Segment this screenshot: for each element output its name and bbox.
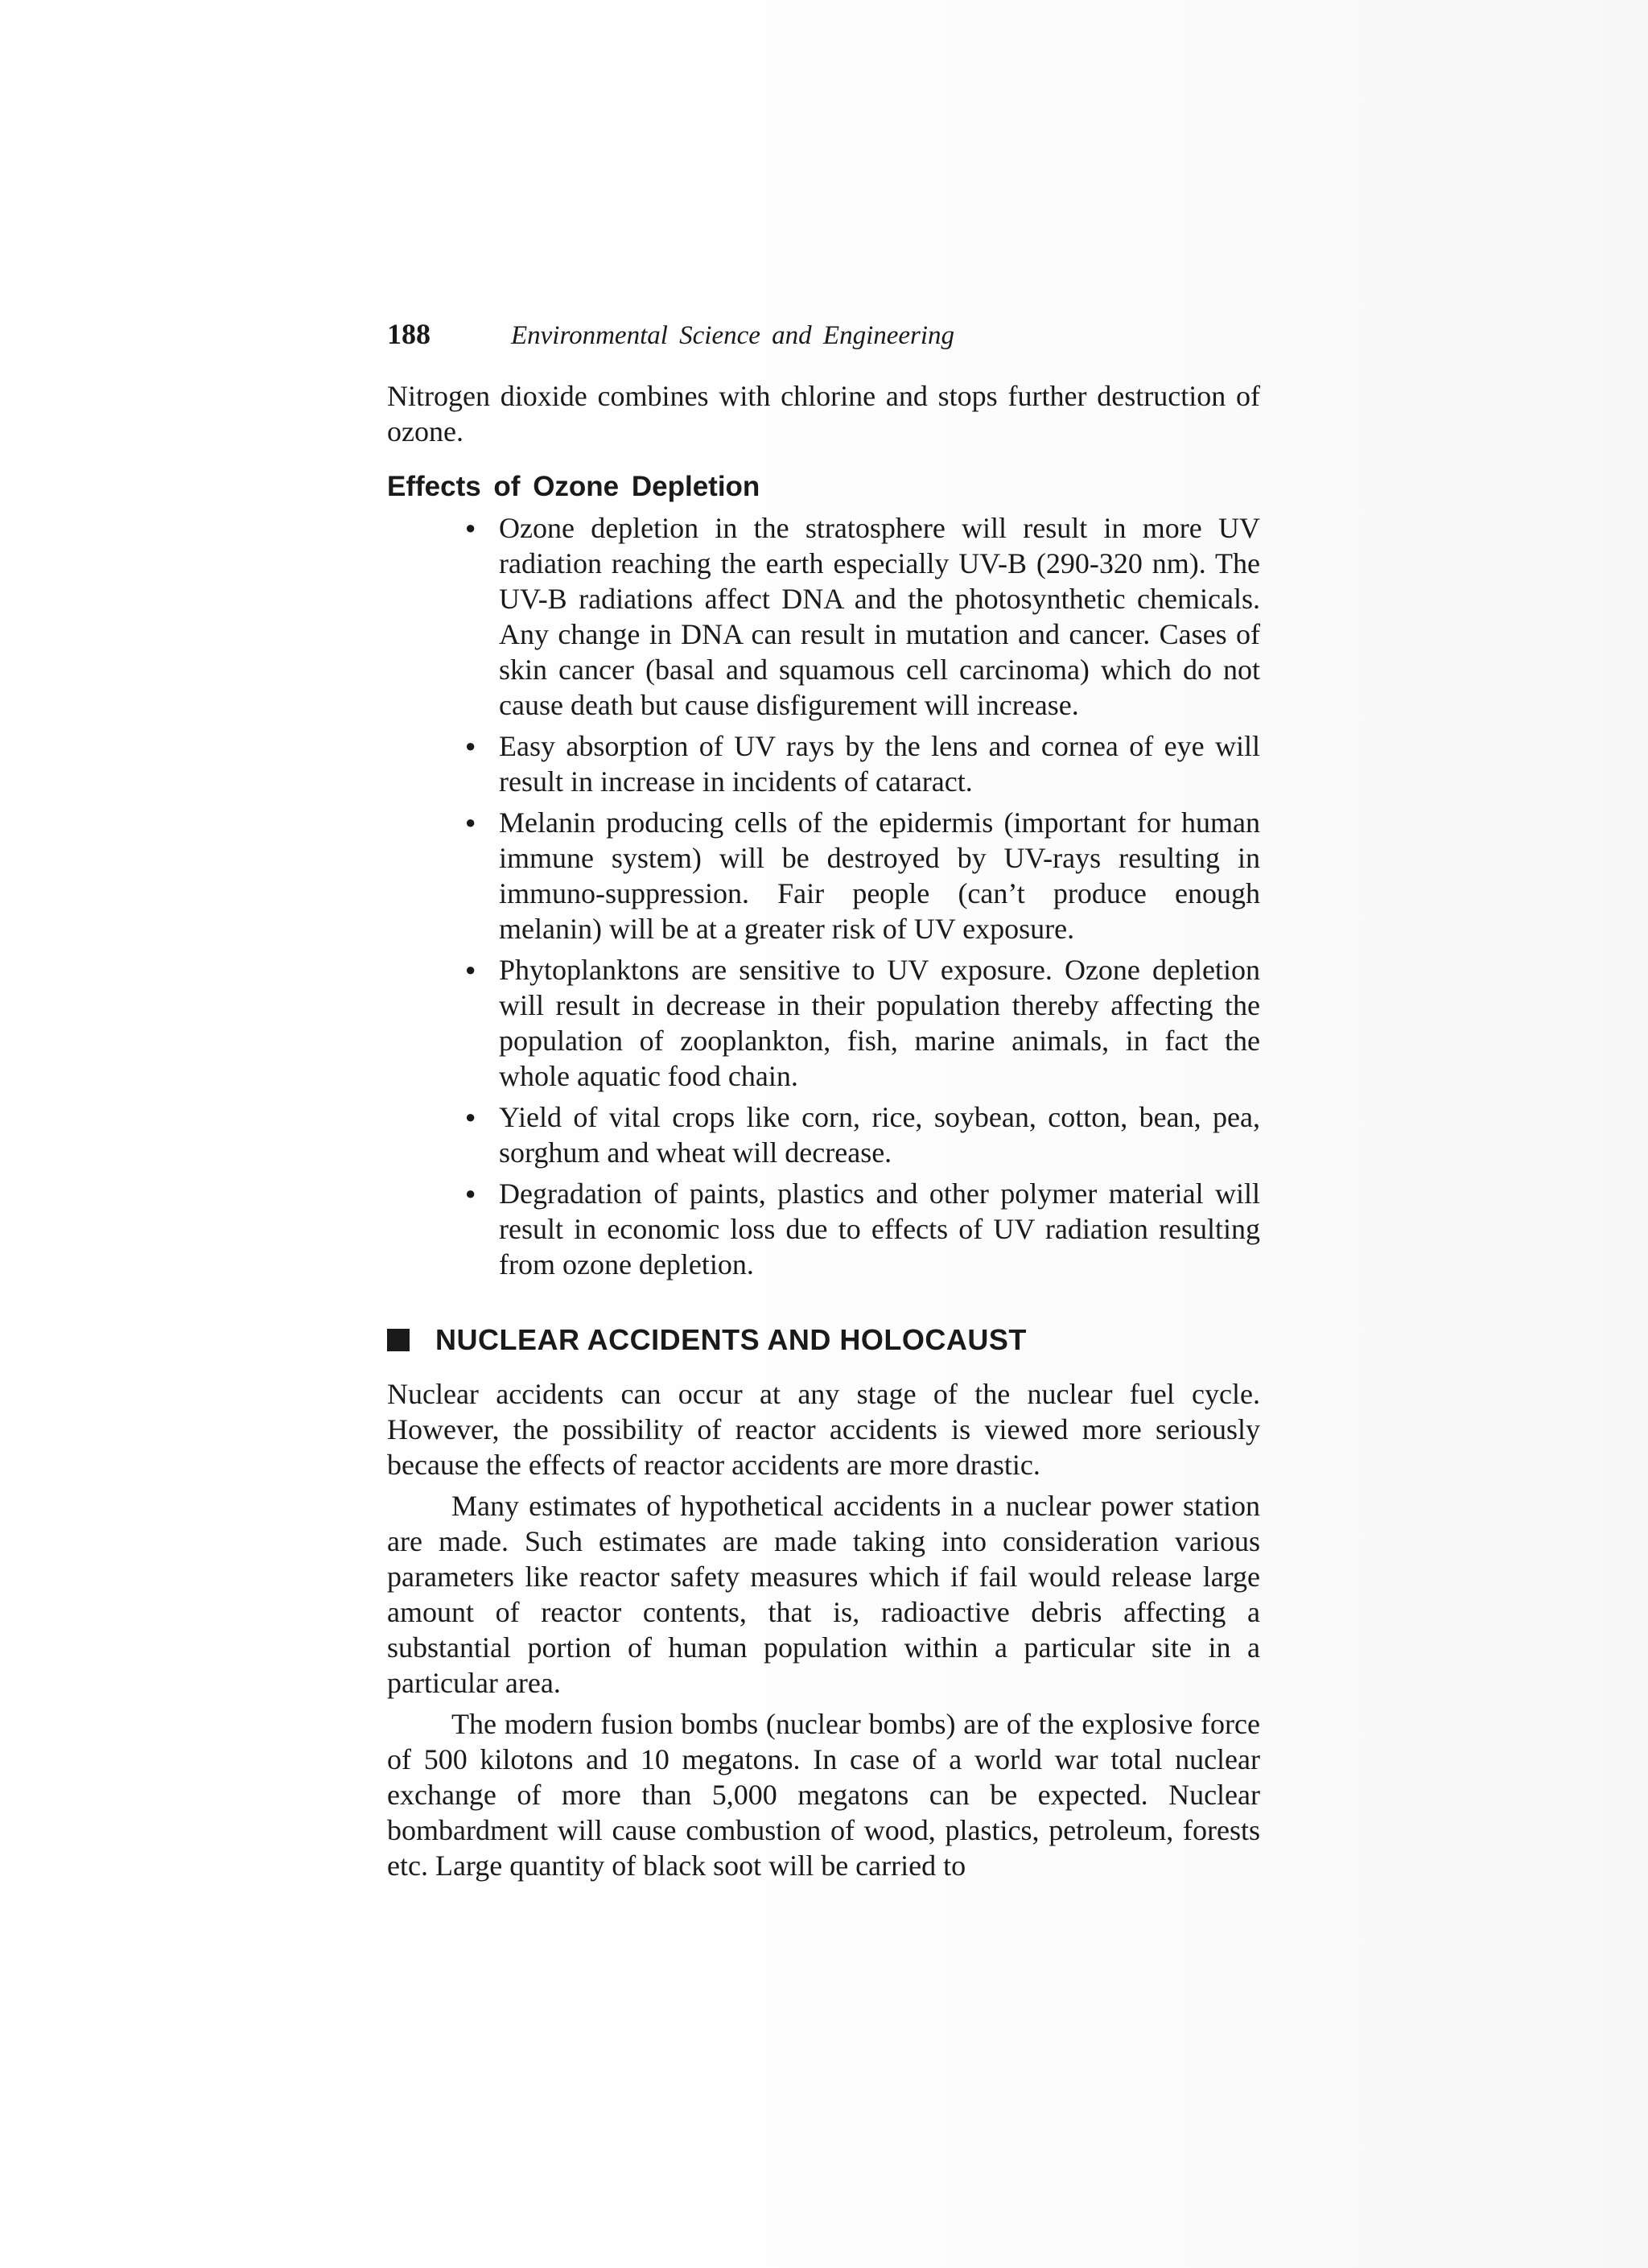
list-item bbox=[465, 1176, 1260, 1282]
nuclear-section-heading bbox=[387, 1320, 1260, 1360]
list-item bbox=[465, 728, 1260, 799]
intro-paragraph: Nitrogen dioxide combines with chlorine and stops further destruction of ozone. bbox=[387, 380, 1260, 447]
running-header bbox=[387, 317, 1260, 359]
book-page bbox=[387, 317, 1260, 1889]
nuclear-paragraph-1: Nuclear accidents can occur at any stage of the nuclear fuel cycle. However, the possibility of reactor accidents is viewed more seriously because the effects of reactor accidents are more drastic. bbox=[387, 1378, 1260, 1481]
page-number: 188 bbox=[387, 318, 431, 350]
bullet-text: Easy absorption of UV rays by the lens and cornea of eye will result in increase in incidents of cataract. bbox=[499, 730, 1260, 798]
bullet-text: Yield of vital crops like corn, rice, soybean, cotton, bean, pea, sorghum and wheat will decrease. bbox=[499, 1101, 1260, 1169]
effects-bullet-list bbox=[465, 510, 1260, 1282]
effects-heading: Effects of Ozone Depletion bbox=[387, 471, 760, 502]
bullet-icon: ● bbox=[465, 736, 476, 756]
list-item bbox=[465, 952, 1260, 1094]
list-item bbox=[465, 1099, 1260, 1170]
bullet-text: Phytoplanktons are sensitive to UV exposure. Ozone depletion will result in decrease in their population thereby affecting the population of zooplankton, fish, marine animals, in fact the whole aquatic food chain. bbox=[499, 954, 1260, 1092]
running-title: Environmental Science and Engineering bbox=[511, 321, 955, 350]
bullet-icon: ● bbox=[465, 518, 476, 538]
bullet-icon: ● bbox=[465, 1107, 476, 1127]
section-title: NUCLEAR ACCIDENTS AND HOLOCAUST bbox=[435, 1323, 1027, 1356]
nuclear-paragraph-2: Many estimates of hypothetical accidents in a nuclear power station are made. Such estimates are made taking into consideration various parameters like reactor safety measures which if fail would release large amount of reactor contents, that is, radioactive debris affecting a substantial portion of human population within a particular site in a particular area. bbox=[387, 1490, 1260, 1699]
bullet-icon: ● bbox=[465, 959, 476, 979]
square-bullet-icon bbox=[387, 1329, 410, 1351]
list-item bbox=[465, 510, 1260, 723]
bullet-text: Degradation of paints, plastics and other polymer material will result in economic loss due to effects of UV radiation resulting from ozone depletion. bbox=[499, 1177, 1260, 1280]
bullet-icon: ● bbox=[465, 812, 476, 832]
bullet-text: Ozone depletion in the stratosphere will result in more UV radiation reaching the earth especially UV-B (290-320 nm). The UV-B radiations affect DNA and the photosynthetic chemicals. Any change in DNA can result in mutation and cancer. Cases of skin cancer (basal and squamous cell carcinoma) which do not cause death but cause disfigurement will increase. bbox=[499, 512, 1260, 721]
bullet-text: Melanin producing cells of the epidermis (important for human immune system) will be destroyed by UV-rays resulting in immuno-suppression. Fair people (can’t produce enough melanin) will be at a greater risk of UV exposure. bbox=[499, 806, 1260, 945]
bullet-icon: ● bbox=[465, 1183, 476, 1203]
nuclear-paragraph-3: The modern fusion bombs (nuclear bombs) are of the explosive force of 500 kilotons and 10 megatons. In case of a world war total nuclear exchange of more than 5,000 megatons can be expected. Nuclear bombardment will cause combustion of wood, plastics, petroleum, forests etc. Large quantity of black soot will be carried to bbox=[387, 1708, 1260, 1882]
list-item bbox=[465, 805, 1260, 946]
